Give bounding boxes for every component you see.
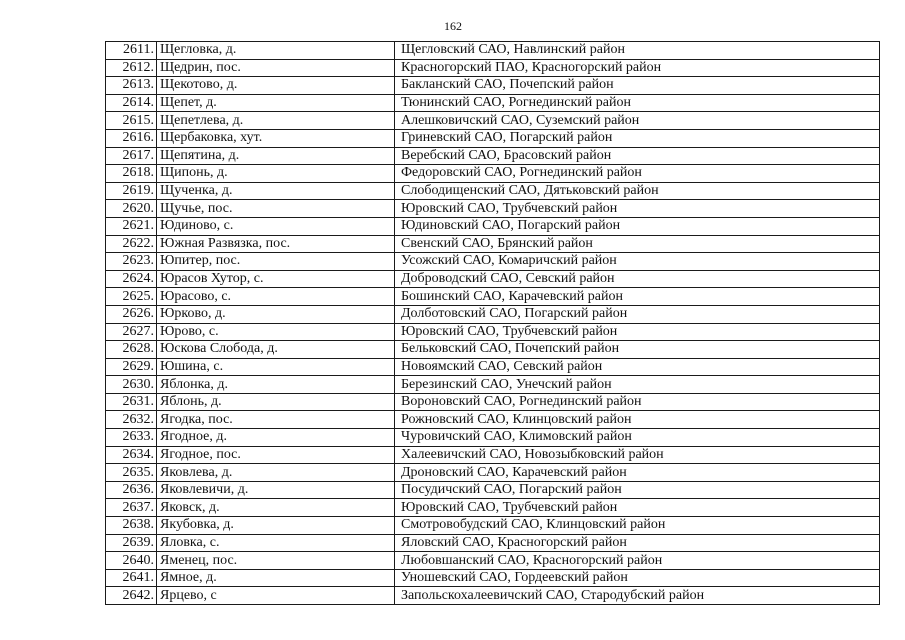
administrative-unit-cell: Бельковский САО, Почепский район [395, 341, 880, 359]
row-number-cell: 2632. [106, 411, 157, 429]
row-number-cell: 2613. [106, 77, 157, 95]
administrative-unit-cell: Вороновский САО, Рогнединский район [395, 393, 880, 411]
row-number-cell: 2618. [106, 165, 157, 183]
table-row [106, 288, 880, 306]
row-number-cell: 2617. [106, 147, 157, 165]
row-number-cell: 2624. [106, 270, 157, 288]
settlement-name-cell: Яковлевичи, д. [157, 481, 395, 499]
administrative-unit-cell: Бакланский САО, Почепский район [395, 77, 880, 95]
settlement-name-cell: Щученка, д. [157, 182, 395, 200]
table-row [106, 569, 880, 587]
settlement-name-cell: Щепятина, д. [157, 147, 395, 165]
row-number-cell: 2619. [106, 182, 157, 200]
administrative-unit-cell: Посудичский САО, Погарский район [395, 481, 880, 499]
administrative-unit-cell: Юровский САО, Трубчевский район [395, 323, 880, 341]
settlement-name-cell: Щербаковка, хут. [157, 129, 395, 147]
row-number-cell: 2611. [106, 42, 157, 60]
table-body [106, 42, 880, 605]
row-number-cell: 2637. [106, 499, 157, 517]
table-row [106, 587, 880, 605]
row-number-cell: 2616. [106, 129, 157, 147]
table-row [106, 534, 880, 552]
settlement-name-cell: Яменец, пос. [157, 552, 395, 570]
table-row [106, 217, 880, 235]
administrative-unit-cell: Доброводский САО, Севский район [395, 270, 880, 288]
administrative-unit-cell: Юровский САО, Трубчевский район [395, 499, 880, 517]
administrative-unit-cell: Веребский САО, Брасовский район [395, 147, 880, 165]
administrative-unit-cell: Дроновский САО, Карачевский район [395, 464, 880, 482]
table-row [106, 517, 880, 535]
administrative-unit-cell: Долботовский САО, Погарский район [395, 305, 880, 323]
settlement-name-cell: Южная Развязка, пос. [157, 235, 395, 253]
administrative-unit-cell: Чуровичский САО, Климовский район [395, 429, 880, 447]
table-row [106, 200, 880, 218]
administrative-unit-cell: Уношевский САО, Гордеевский район [395, 569, 880, 587]
row-number-cell: 2615. [106, 112, 157, 130]
table-row [106, 446, 880, 464]
table-row [106, 393, 880, 411]
administrative-unit-cell: Свенский САО, Брянский район [395, 235, 880, 253]
table-row [106, 341, 880, 359]
settlement-name-cell: Щедрин, пос. [157, 59, 395, 77]
row-number-cell: 2627. [106, 323, 157, 341]
settlement-name-cell: Юпитер, пос. [157, 253, 395, 271]
table-row [106, 235, 880, 253]
row-number-cell: 2612. [106, 59, 157, 77]
administrative-unit-cell: Рожновский САО, Клинцовский район [395, 411, 880, 429]
settlement-name-cell: Юрасово, с. [157, 288, 395, 306]
settlement-name-cell: Яблонь, д. [157, 393, 395, 411]
table-row [106, 552, 880, 570]
row-number-cell: 2640. [106, 552, 157, 570]
row-number-cell: 2631. [106, 393, 157, 411]
settlement-name-cell: Щучье, пос. [157, 200, 395, 218]
table-row [106, 429, 880, 447]
settlements-table [105, 41, 880, 605]
row-number-cell: 2626. [106, 305, 157, 323]
table-row [106, 112, 880, 130]
row-number-cell: 2641. [106, 569, 157, 587]
row-number-cell: 2625. [106, 288, 157, 306]
administrative-unit-cell: Юровский САО, Трубчевский район [395, 200, 880, 218]
row-number-cell: 2630. [106, 376, 157, 394]
administrative-unit-cell: Щегловский САО, Навлинский район [395, 42, 880, 60]
row-number-cell: 2638. [106, 517, 157, 535]
settlement-name-cell: Юрово, с. [157, 323, 395, 341]
row-number-cell: 2633. [106, 429, 157, 447]
settlement-name-cell: Яковск, д. [157, 499, 395, 517]
settlement-name-cell: Ямное, д. [157, 569, 395, 587]
settlement-name-cell: Яковлева, д. [157, 464, 395, 482]
settlement-name-cell: Юдиново, с. [157, 217, 395, 235]
settlement-name-cell: Яблонка, д. [157, 376, 395, 394]
administrative-unit-cell: Новоямский САО, Севский район [395, 358, 880, 376]
table-row [106, 481, 880, 499]
administrative-unit-cell: Халеевичский САО, Новозыбковский район [395, 446, 880, 464]
table-row [106, 147, 880, 165]
settlement-name-cell: Ягодное, пос. [157, 446, 395, 464]
row-number-cell: 2642. [106, 587, 157, 605]
administrative-unit-cell: Слободищенский САО, Дятьковский район [395, 182, 880, 200]
administrative-unit-cell: Гриневский САО, Погарский район [395, 129, 880, 147]
table-row [106, 270, 880, 288]
row-number-cell: 2622. [106, 235, 157, 253]
row-number-cell: 2629. [106, 358, 157, 376]
table-row [106, 305, 880, 323]
settlement-name-cell: Щекотово, д. [157, 77, 395, 95]
table-row [106, 94, 880, 112]
table-row [106, 77, 880, 95]
table-row [106, 358, 880, 376]
administrative-unit-cell: Березинский САО, Унечский район [395, 376, 880, 394]
table-row [106, 253, 880, 271]
administrative-unit-cell: Усожский САО, Комаричский район [395, 253, 880, 271]
administrative-unit-cell: Любовшанский САО, Красногорский район [395, 552, 880, 570]
page-number: 162 [444, 19, 462, 33]
settlement-name-cell: Ягодка, пос. [157, 411, 395, 429]
row-number-cell: 2620. [106, 200, 157, 218]
row-number-cell: 2621. [106, 217, 157, 235]
settlement-name-cell: Якубовка, д. [157, 517, 395, 535]
administrative-unit-cell: Красногорский ПАО, Красногорский район [395, 59, 880, 77]
settlement-name-cell: Щипонь, д. [157, 165, 395, 183]
administrative-unit-cell: Тюнинский САО, Рогнединский район [395, 94, 880, 112]
row-number-cell: 2634. [106, 446, 157, 464]
table-row [106, 323, 880, 341]
row-number-cell: 2628. [106, 341, 157, 359]
row-number-cell: 2636. [106, 481, 157, 499]
table-row [106, 464, 880, 482]
administrative-unit-cell: Юдиновский САО, Погарский район [395, 217, 880, 235]
administrative-unit-cell: Алешковичский САО, Суземский район [395, 112, 880, 130]
table-row [106, 42, 880, 60]
settlement-name-cell: Юрково, д. [157, 305, 395, 323]
administrative-unit-cell: Запольскохалеевичский САО, Стародубский район [395, 587, 880, 605]
administrative-unit-cell: Бошинский САО, Карачевский район [395, 288, 880, 306]
row-number-cell: 2635. [106, 464, 157, 482]
settlement-name-cell: Ягодное, д. [157, 429, 395, 447]
settlement-name-cell: Щепет, д. [157, 94, 395, 112]
settlement-name-cell: Щепетлева, д. [157, 112, 395, 130]
table-row [106, 411, 880, 429]
row-number-cell: 2623. [106, 253, 157, 271]
administrative-unit-cell: Яловский САО, Красногорский район [395, 534, 880, 552]
settlement-name-cell: Ярцево, с [157, 587, 395, 605]
settlement-name-cell: Яловка, с. [157, 534, 395, 552]
table-row [106, 182, 880, 200]
settlement-name-cell: Юрасов Хутор, с. [157, 270, 395, 288]
row-number-cell: 2639. [106, 534, 157, 552]
table-row [106, 499, 880, 517]
table-row [106, 59, 880, 77]
table-row [106, 165, 880, 183]
settlement-name-cell: Юскова Слобода, д. [157, 341, 395, 359]
row-number-cell: 2614. [106, 94, 157, 112]
administrative-unit-cell: Федоровский САО, Рогнединский район [395, 165, 880, 183]
table-row [106, 129, 880, 147]
administrative-unit-cell: Смотровобудский САО, Клинцовский район [395, 517, 880, 535]
table-row [106, 376, 880, 394]
settlement-name-cell: Юшина, с. [157, 358, 395, 376]
settlement-name-cell: Щегловка, д. [157, 42, 395, 60]
